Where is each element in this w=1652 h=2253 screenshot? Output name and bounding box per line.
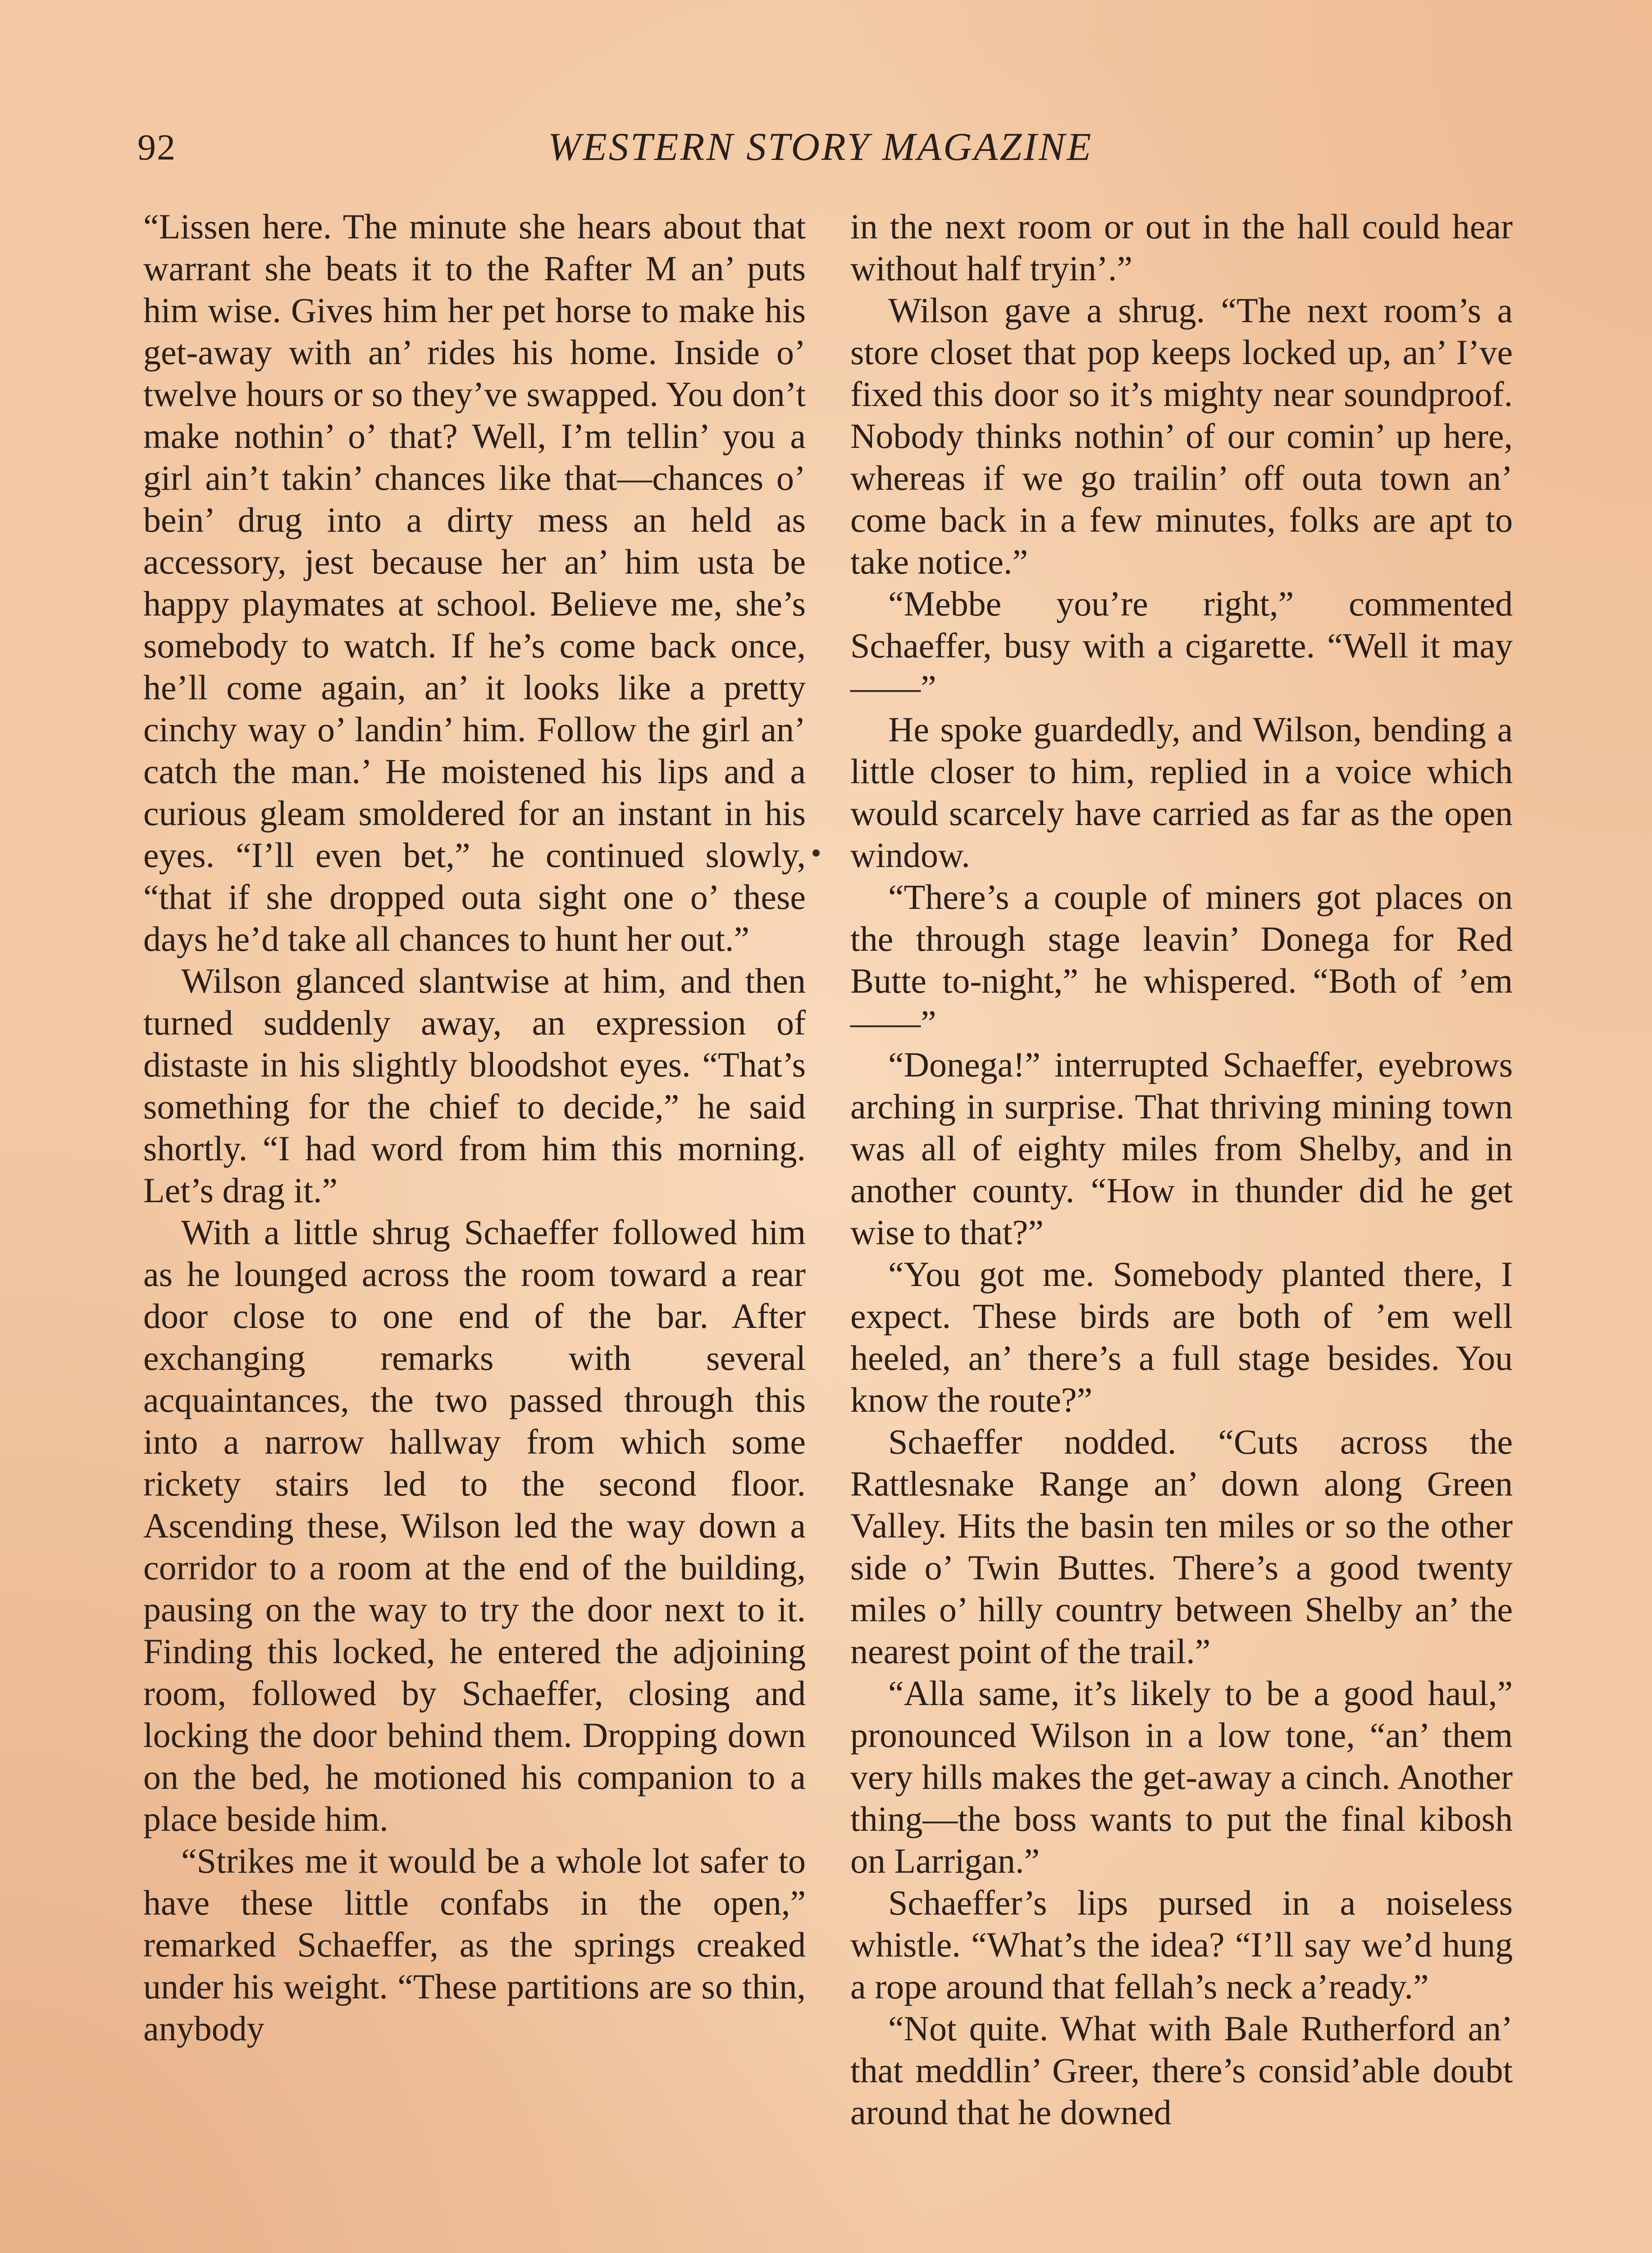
paragraph: “Not quite. What with Bale Rutherford an’ that meddlin’ Greer, there’s consid’able doubt around that he downed: [850, 2009, 1513, 2132]
paragraph: “Alla same, it’s likely to be a good haul,” pronounced Wilson in a low tone, “an’ them very hills makes the get-away a cinch. Another thing—the boss wants to put the final kibosh on Larrigan.”: [850, 1674, 1513, 1880]
paragraph: With a little shrug Schaeffer followed him as he lounged across the room toward a rear door close to one end of the bar. After exchanging remarks with several acquaintances, the two passed through this into a narrow hallway from which some rickety stairs led to the second floor. Ascending these, Wilson led the way down a corridor to a room at the end of the building, pausing on the way to try the door next to it. Finding this locked, he entered the adjoining room, followed by Schaeffer, closing and locking the door behind them. Dropping down on the bed, he motioned his companion to a place beside him.: [143, 1213, 806, 1838]
page-header: [137, 123, 1503, 172]
magazine-title: WESTERN STORY MAGAZINE: [548, 125, 1093, 169]
left-column: [143, 205, 806, 2049]
paragraph: Schaeffer’s lips pursed in a noiseless whistle. “What’s the idea? “I’ll say we’d hung a rope around that fellah’s neck a’ready.”: [850, 1883, 1513, 2006]
paragraph: “Lissen here. The minute she hears about that warrant she beats it to the Rafter M an’ puts him wise. Gives him her pet horse to make his get-away with an’ rides his home. Inside o’ twelve hours or so they’ve swapped. You don’t make nothin’ o’ that? Well, I’m tellin’ you a girl ain’t takin’ chances like that—chances o’ bein’ drug into a dirty mess an held as accessory, jest because her an’ him usta be happy playmates at school. Believe me, she’s somebody to watch. If he’s come back once, he’ll come again, an’ it looks like a pretty cinchy way o’ landin’ him. Follow the girl an’ catch the man.’ He moistened his lips and a curious gleam smoldered for an instant in his eyes. “I’ll even bet,” he continued slowly, “that if she dropped outa sight one o’ these days he’d take all chances to hunt her out.”: [143, 207, 806, 958]
paragraph: He spoke guardedly, and Wilson, bending a little closer to him, replied in a voice which would scarcely have carried as far as the open window.: [850, 710, 1513, 875]
right-column: [850, 205, 1513, 2133]
ink-dot: [812, 849, 820, 857]
paragraph: “Mebbe you’re right,” commented Schaeffer, busy with a cigarette. “Well it may——”: [850, 584, 1513, 707]
paragraph: “You got me. Somebody planted there, I expect. These birds are both of ’em well heeled, an’ there’s a full stage besides. You know the route?”: [850, 1254, 1513, 1419]
paragraph: in the next room or out in the hall could hear without half tryin’.”: [850, 207, 1513, 288]
paragraph: Schaeffer nodded. “Cuts across the Rattlesnake Range an’ down along Green Valley. Hits the basin ten miles or so the other side o’ Twin Buttes. There’s a good twenty miles o’ hilly country between Shelby an’ the nearest point of the trail.”: [850, 1422, 1513, 1671]
paragraph: “There’s a couple of miners got places on the through stage leavin’ Donega for Red Butte to-night,” he whispered. “Both of ’em——”: [850, 877, 1513, 1042]
paragraph: “Donega!” interrupted Schaeffer, eyebrows arching in surprise. That thriving mining town was all of eighty miles from Shelby, and in another county. “How in thunder did he get wise to that?”: [850, 1045, 1513, 1252]
page-number: 92: [137, 127, 176, 168]
paragraph: “Strikes me it would be a whole lot safer to have these little confabs in the open,” remarked Schaeffer, as the springs creaked under his weight. “These partitions are so thin, anybody: [143, 1841, 806, 2048]
paragraph: Wilson glanced slantwise at him, and then turned suddenly away, an expression of distaste in his slightly bloodshot eyes. “That’s something for the chief to decide,” he said shortly. “I had word from him this morning. Let’s drag it.”: [143, 961, 806, 1210]
paragraph: Wilson gave a shrug. “The next room’s a store closet that pop keeps locked up, an’ I’ve fixed this door so it’s mighty near soundproof. Nobody thinks nothin’ of our comin’ up here, whereas if we go trailin’ off outa town an’ come back in a few minutes, folks are apt to take notice.”: [850, 291, 1513, 581]
